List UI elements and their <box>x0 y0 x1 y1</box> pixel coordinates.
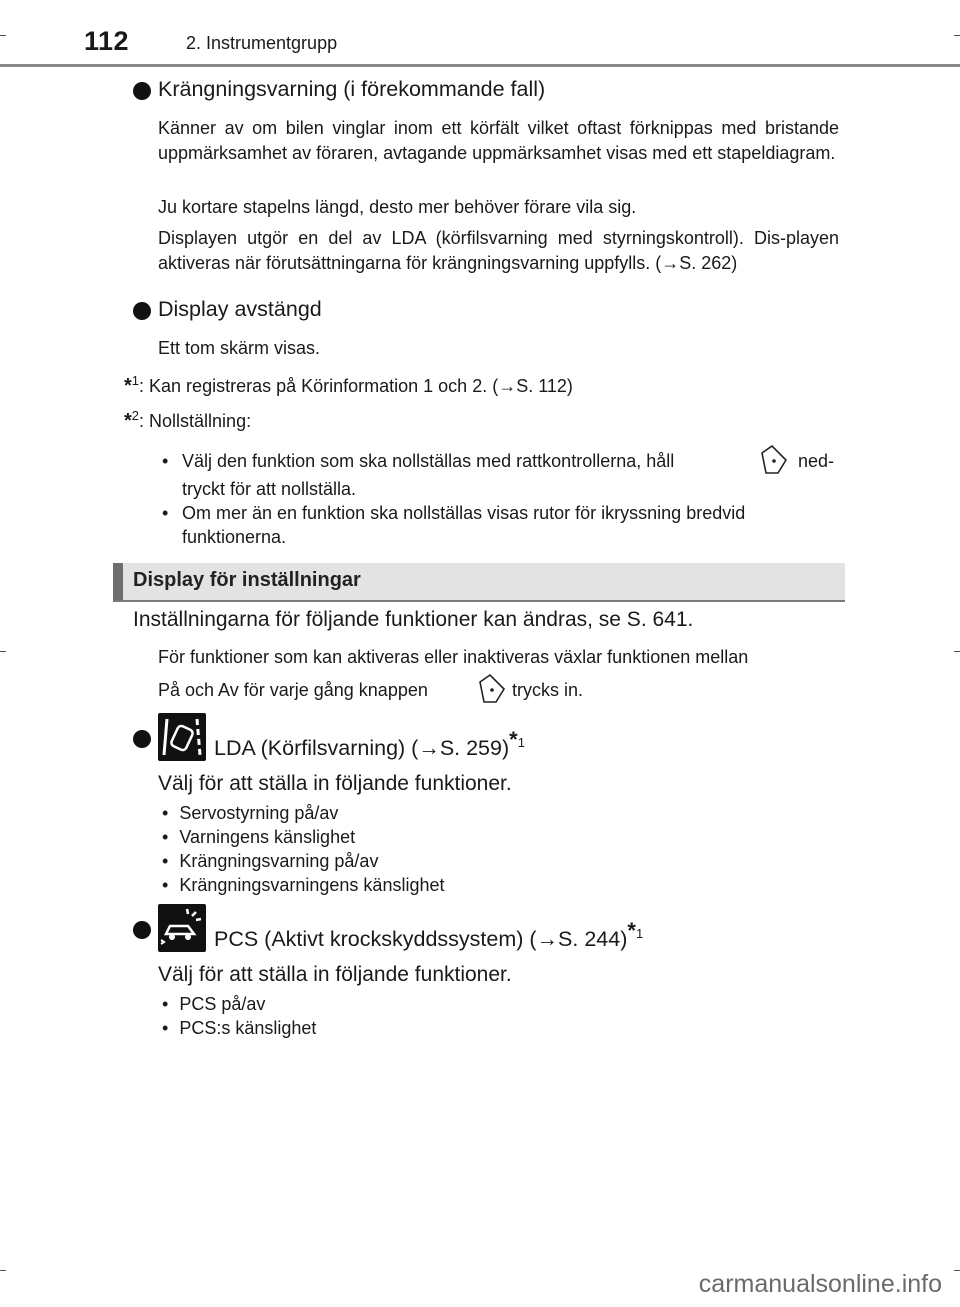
roll-warning-description: Känner av om bilen vinglar inom ett körfält vilket oftast förknippas med bristande uppmärksamhet av föraren, avtagande uppmärksamhet visas med ett stapeldiagram. <box>158 118 839 163</box>
crop-mark <box>0 35 6 36</box>
crop-mark <box>0 651 6 652</box>
display-off-heading: Display avstängd <box>158 297 322 321</box>
steering-switch-icon <box>474 672 510 715</box>
crop-mark <box>954 1270 960 1271</box>
bullet-icon <box>133 730 151 748</box>
footnote-1: *$^1$: Kan registreras på Körinformation 1 och 2. (→S. 112) <box>124 373 573 397</box>
bullet-icon <box>133 82 151 100</box>
header-rule <box>0 64 960 67</box>
crop-mark <box>954 35 960 36</box>
bullet-icon <box>133 302 151 320</box>
list-item: • PCS på/av <box>162 994 266 1014</box>
display-off-text: Ett tom skärm visas. <box>158 338 321 358</box>
pcs-heading: PCS (Aktivt krockskyddssystem) (→S. 244)*$^1$ <box>214 918 644 952</box>
page-number: 112 <box>84 26 130 56</box>
chapter-title: 2. Instrumentgrupp <box>186 33 338 53</box>
roll-warning-heading: Krängningsvarning (i förekommande fall) <box>158 77 546 101</box>
crop-mark <box>0 1270 6 1271</box>
footnote-2: *$^2$: Nollställning: <box>124 408 252 432</box>
lda-subtitle: Välj för att ställa in följande funktioner. <box>158 772 512 795</box>
bullet-icon <box>133 921 151 939</box>
pcs-subtitle: Välj för att ställa in följande funktioner. <box>158 963 512 986</box>
list-item: • Varningens känslighet <box>162 827 356 847</box>
lda-icon <box>158 713 206 761</box>
list-item: • Krängningsvarningens känslighet <box>162 875 445 895</box>
lda-heading: LDA (Körfilsvarning) (→S. 259)*$^1$ <box>214 727 525 761</box>
roll-warning-lda-note: Displayen utgör en del av LDA (körfilsvarning med styrningskontroll). Dis-playen aktiveras när förutsättningarna för krängningsvarning uppfylls. (→S. 262) <box>158 228 839 273</box>
list-item: • PCS:s känslighet <box>162 1018 317 1038</box>
pcs-icon <box>158 904 206 952</box>
lda-list <box>162 801 445 897</box>
crop-mark <box>954 651 960 652</box>
steering-switch-icon <box>756 443 792 485</box>
section-stripe <box>113 563 123 600</box>
list-item: • Servostyrning på/av <box>162 803 339 823</box>
list-item-continuation: tryckt för att nollställa. <box>182 479 357 499</box>
section-header <box>113 563 845 602</box>
section-title: Display för inställningar <box>133 569 361 591</box>
settings-line-1: För funktioner som kan aktiveras eller inaktiveras växlar funktionen mellan <box>158 647 749 667</box>
pcs-list <box>162 992 316 1040</box>
list-item-continuation: funktionerna. <box>182 527 287 547</box>
watermark: carmanualsonline.info <box>698 1270 942 1298</box>
settings-intro: Inställningarna för följande funktioner kan ändras, se S. 641. <box>133 608 694 631</box>
roll-warning-note: Ju kortare stapelns längd, desto mer behöver förare vila sig. <box>158 197 637 217</box>
list-item: • Krängningsvarning på/av <box>162 851 379 871</box>
